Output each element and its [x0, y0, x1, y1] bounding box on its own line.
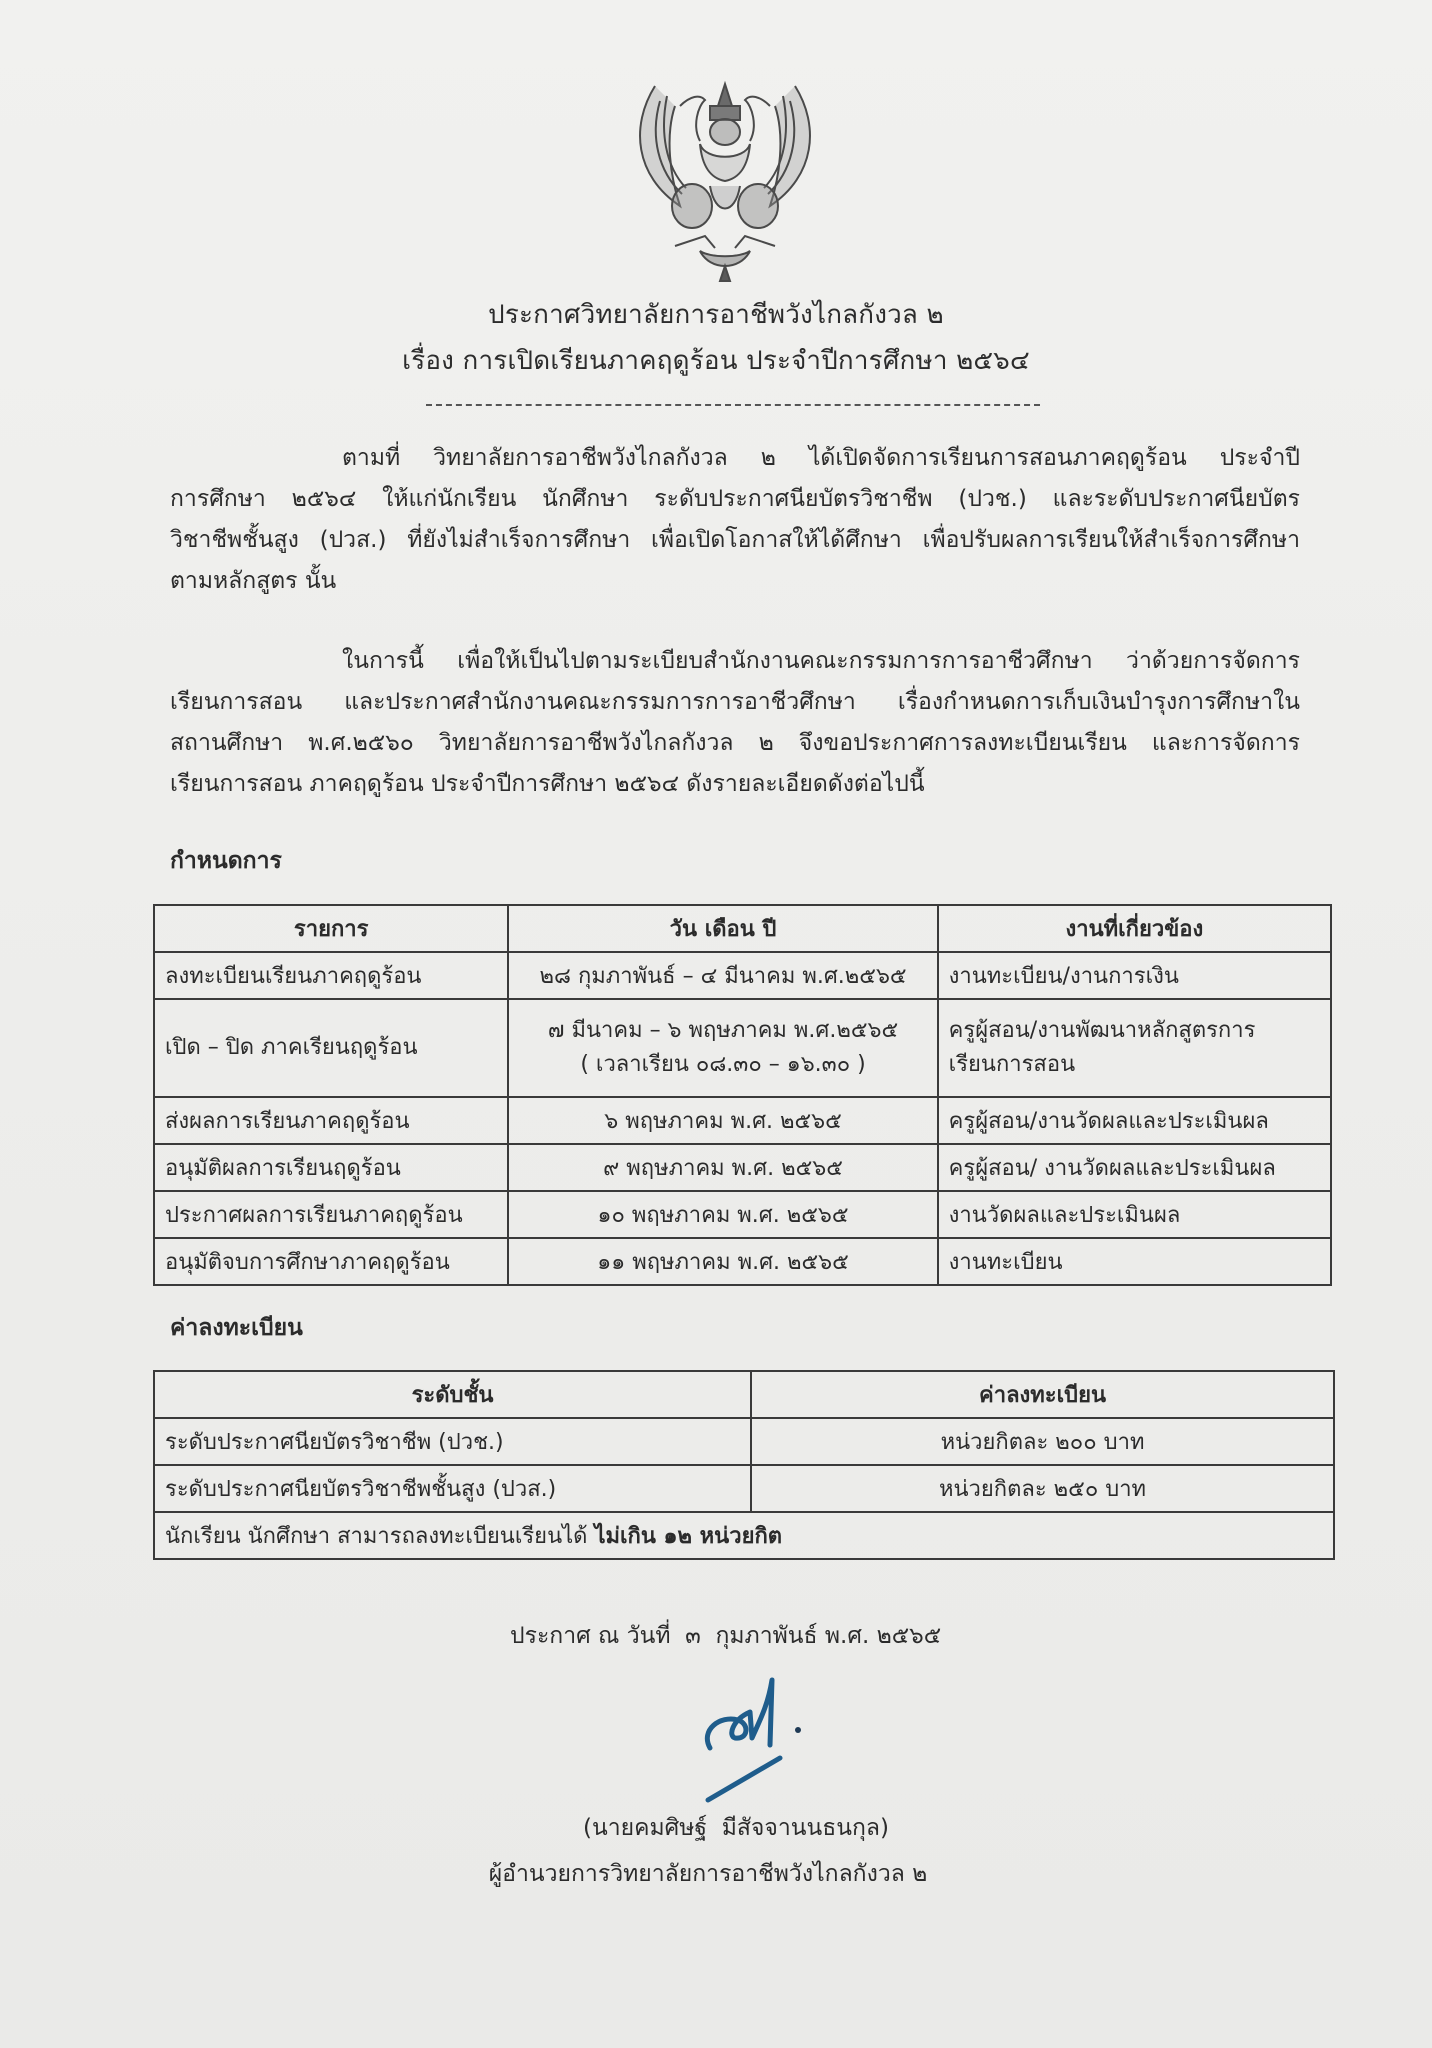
column-header-fee: ค่าลงทะเบียน	[751, 1371, 1334, 1418]
table-row	[154, 1465, 1334, 1512]
level-cell: ระดับประกาศนียบัตรวิชาชีพชั้นสูง (ปวส.)	[154, 1465, 751, 1512]
column-header-level: ระดับชั้น	[154, 1371, 751, 1418]
date-range: ๗ มีนาคม – ๖ พฤษภาคม พ.ศ.๒๕๖๕	[547, 1018, 899, 1043]
date-cell: ๒๘ กุมภาพันธ์ – ๔ มีนาคม พ.ศ.๒๕๖๕	[508, 952, 937, 999]
garuda-emblem-icon	[620, 66, 830, 286]
announcement-subject: เรื่อง การเปิดเรียนภาคฤดูร้อน ประจำปีการศึกษา ๒๕๖๔	[402, 346, 1030, 376]
schedule-table	[153, 904, 1332, 1286]
table-row	[154, 1191, 1331, 1238]
note-text: นักเรียน นักศึกษา สามารถลงทะเบียนเรียนได้	[165, 1524, 595, 1549]
note-limit: ไม่เกิน ๑๒ หน่วยกิต	[594, 1524, 783, 1549]
department-cell: งานทะเบียน/งานการเงิน	[938, 952, 1331, 999]
signatory-name: (นายคมศิษฐ์ มีสัจจานนธนกุล)	[583, 1815, 889, 1841]
paragraph-line: ตามหลักสูตร นั้น	[170, 568, 337, 594]
paragraph-line: ในการนี้ เพื่อให้เป็นไปตามระเบียบสำนักงานคณะกรรมการการอาชีวศึกษา ว่าด้วยการจัดการ	[342, 648, 1300, 674]
department-line: เรียนการสอน	[948, 1052, 1076, 1077]
paragraph-line: เรียนการสอน และประกาศสำนักงานคณะกรรมการการอาชีวศึกษา เรื่องกำหนดการเก็บเงินบำรุงการศึกษาใน	[170, 689, 1300, 715]
paragraph-line: สถานศึกษา พ.ศ.๒๕๖๐ วิทยาลัยการอาชีพวังไกลกังวล ๒ จึงขอประกาศการลงทะเบียนเรียน และการจัดการ	[170, 730, 1300, 756]
paragraph-line: วิชาชีพชั้นสูง (ปวส.) ที่ยังไม่สำเร็จการศึกษา เพื่อเปิดโอกาสให้ได้ศึกษา เพื่อปรับผลการเรียนให้สำเร็จการศึกษา	[170, 527, 1300, 553]
table-row	[154, 999, 1331, 1097]
signature-icon	[690, 1660, 850, 1810]
signatory-position: ผู้อำนวยการวิทยาลัยการอาชีพวังไกลกังวล ๒	[488, 1861, 928, 1887]
department-cell: ครูผู้สอน/ งานวัดผลและประเมินผล	[938, 1144, 1331, 1191]
column-header-date: วัน เดือน ปี	[508, 905, 937, 952]
paragraph-line: เรียนการสอน ภาคฤดูร้อน ประจำปีการศึกษา ๒๕๖๔ ดังรายละเอียดดังต่อไปนี้	[170, 771, 925, 797]
table-row	[154, 1144, 1331, 1191]
announcement-date: ประกาศ ณ วันที่ ๓ กุมภาพันธ์ พ.ศ. ๒๕๖๕	[510, 1623, 942, 1649]
item-cell: เปิด – ปิด ภาคเรียนฤดูร้อน	[154, 999, 508, 1097]
paragraph-line: การศึกษา ๒๕๖๔ ให้แก่นักเรียน นักศึกษา ระดับประกาศนียบัตรวิชาชีพ (ปวช.) และระดับประกาศนียบัตร	[170, 486, 1300, 512]
paragraph-details	[170, 641, 1300, 805]
announcement-title: ประกาศวิทยาลัยการอาชีพวังไกลกังวล ๒	[488, 300, 944, 330]
item-cell: ประกาศผลการเรียนภาคฤดูร้อน	[154, 1191, 508, 1238]
column-header-item: รายการ	[154, 905, 508, 952]
department-cell: งานวัดผลและประเมินผล	[938, 1191, 1331, 1238]
date-cell: ๙ พฤษภาคม พ.ศ. ๒๕๖๕	[508, 1144, 937, 1191]
department-cell: งานทะเบียน	[938, 1238, 1331, 1285]
schedule-label: กำหนดการ	[170, 848, 282, 874]
item-cell: ส่งผลการเรียนภาคฤดูร้อน	[154, 1097, 508, 1144]
table-row	[154, 1512, 1334, 1559]
date-cell: ๑๐ พฤษภาคม พ.ศ. ๒๕๖๕	[508, 1191, 937, 1238]
item-cell: อนุมัติผลการเรียนฤดูร้อน	[154, 1144, 508, 1191]
table-row	[154, 952, 1331, 999]
table-header-row	[154, 905, 1331, 952]
date-cell: ๖ พฤษภาคม พ.ศ. ๒๕๖๕	[508, 1097, 937, 1144]
paragraph-line: ตามที่ วิทยาลัยการอาชีพวังไกลกังวล ๒ ได้เปิดจัดการเรียนการสอนภาคฤดูร้อน ประจำปี	[342, 445, 1300, 471]
item-cell: ลงทะเบียนเรียนภาคฤดูร้อน	[154, 952, 508, 999]
fees-label: ค่าลงทะเบียน	[170, 1315, 303, 1341]
dashed-divider	[426, 404, 1040, 406]
date-cell: ๑๑ พฤษภาคม พ.ศ. ๒๕๖๕	[508, 1238, 937, 1285]
table-row	[154, 1097, 1331, 1144]
department-line: ครูผู้สอน/งานพัฒนาหลักสูตรการ	[948, 1018, 1256, 1043]
fee-cell: หน่วยกิตละ ๒๐๐ บาท	[751, 1418, 1334, 1465]
table-row	[154, 1238, 1331, 1285]
class-hours: ( เวลาเรียน ๐๘.๓๐ – ๑๖.๓๐ )	[580, 1052, 866, 1077]
column-header-department: งานที่เกี่ยวข้อง	[938, 905, 1331, 952]
table-header-row	[154, 1371, 1334, 1418]
level-cell: ระดับประกาศนียบัตรวิชาชีพ (ปวช.)	[154, 1418, 751, 1465]
fees-table	[153, 1370, 1335, 1560]
table-row	[154, 1418, 1334, 1465]
department-cell: ครูผู้สอน/งานวัดผลและประเมินผล	[938, 1097, 1331, 1144]
paragraph-intro	[170, 438, 1300, 602]
department-cell	[938, 999, 1331, 1097]
credit-limit-note	[154, 1512, 1334, 1559]
date-cell	[508, 999, 937, 1097]
item-cell: อนุมัติจบการศึกษาภาคฤดูร้อน	[154, 1238, 508, 1285]
fee-cell: หน่วยกิตละ ๒๕๐ บาท	[751, 1465, 1334, 1512]
